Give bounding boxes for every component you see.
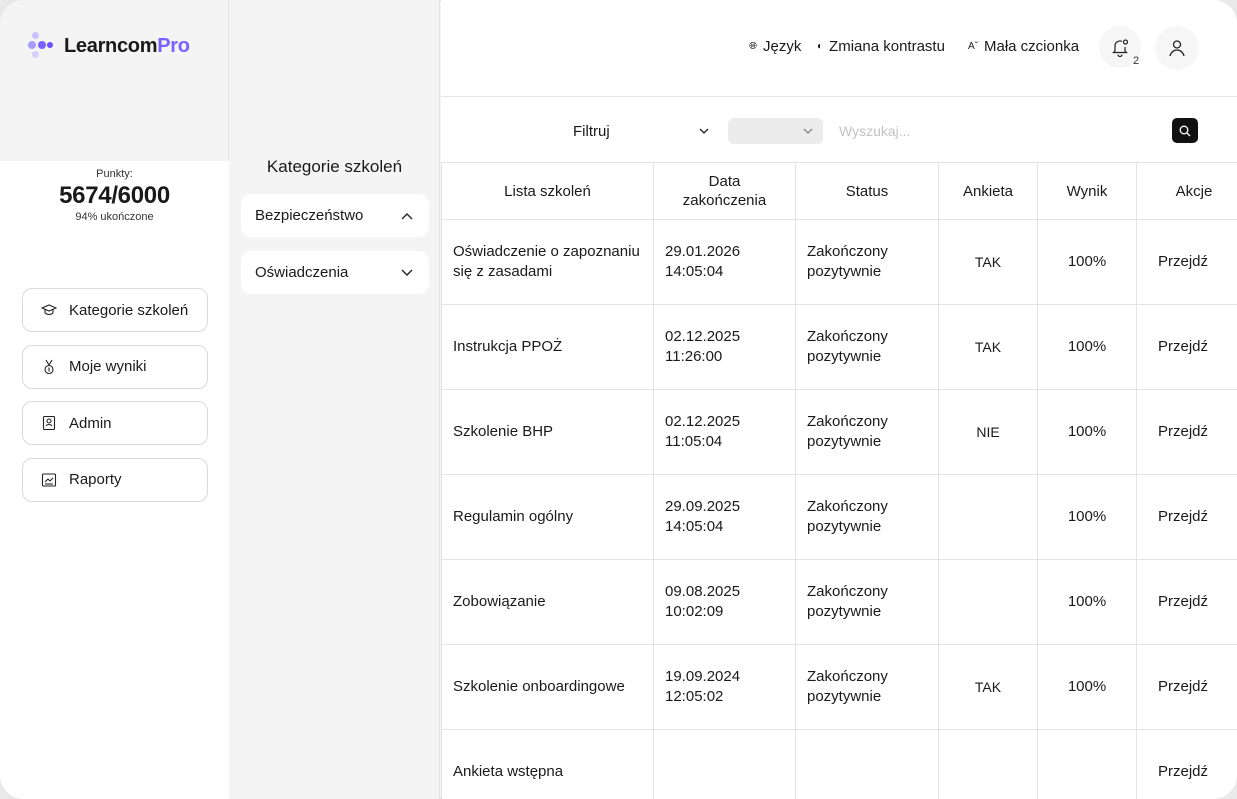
- sidebar-nav: [22, 288, 208, 514]
- cell-name: [442, 475, 654, 560]
- training-name: Oświadczenie o zapoznaniu się z zasadami: [453, 243, 640, 280]
- table-row[interactable]: [442, 560, 1237, 645]
- nav-item-wyniki[interactable]: [22, 345, 208, 389]
- font-size-label: Mała czcionka: [984, 38, 1080, 55]
- nav-item-label: Moje wyniki: [69, 358, 147, 375]
- status-text: Zakończony pozytywnie: [807, 328, 888, 365]
- result-value: 100%: [1067, 423, 1107, 440]
- cell-name: [442, 730, 654, 799]
- column-header-status[interactable]: Status: [796, 163, 939, 220]
- table-row[interactable]: [442, 390, 1237, 475]
- column-header-survey[interactable]: Ankieta: [939, 163, 1038, 220]
- result-value: 100%: [1067, 253, 1107, 270]
- table-row[interactable]: [442, 305, 1237, 390]
- open-training-link[interactable]: Przejdź: [1158, 253, 1209, 270]
- status-text: Zakończony pozytywnie: [807, 413, 888, 450]
- cell-action: [1137, 730, 1237, 799]
- end-time: 10:02:09: [665, 603, 724, 620]
- end-time: 11:26:00: [665, 348, 723, 365]
- cell-action: [1137, 390, 1237, 475]
- cell-survey: [939, 560, 1038, 645]
- contrast-icon: ◐: [817, 41, 824, 52]
- survey-value: TAK: [974, 339, 1002, 355]
- survey-value: TAK: [974, 679, 1002, 695]
- cell-result: [1038, 560, 1137, 645]
- end-date: 19.09.2024: [665, 668, 741, 685]
- language-switch[interactable]: [749, 38, 801, 55]
- language-label: Język: [763, 38, 802, 55]
- table-row[interactable]: [442, 645, 1237, 730]
- filter-bar: [441, 98, 1237, 162]
- logo-name: Learncom: [64, 34, 158, 57]
- points-completion: 94% ukończone: [75, 211, 154, 223]
- cell-result: [1038, 390, 1137, 475]
- cell-status: [796, 220, 939, 305]
- chevron-down-icon: [699, 128, 709, 134]
- filter-label: Filtruj: [573, 123, 610, 140]
- graduation-cap-icon: [41, 302, 57, 318]
- open-training-link[interactable]: Przejdź: [1158, 593, 1209, 610]
- status-text: Zakończony pozytywnie: [807, 498, 888, 535]
- nav-item-label: Admin: [69, 414, 112, 432]
- result-value: 100%: [1067, 338, 1107, 355]
- end-time: 11:05:04: [665, 433, 723, 450]
- cell-date: [654, 390, 796, 475]
- contrast-switch[interactable]: [817, 38, 945, 55]
- cell-survey: [939, 645, 1038, 730]
- training-name: Szkolenie onboardingowe: [453, 678, 625, 695]
- column-header-name[interactable]: Lista szkoleń: [442, 163, 654, 220]
- status-text: Zakończony pozytywnie: [807, 668, 888, 705]
- end-time: 14:05:04: [665, 518, 724, 535]
- top-bar: [441, 0, 1237, 97]
- globe-icon: 🌐︎: [749, 41, 757, 52]
- status-text: Zakończony pozytywnie: [807, 243, 888, 280]
- nav-item-label: Kategorie szkoleń: [69, 301, 189, 319]
- open-training-link[interactable]: Przejdź: [1158, 678, 1209, 695]
- open-training-link[interactable]: Przejdź: [1158, 763, 1209, 780]
- search-button[interactable]: [1172, 118, 1198, 143]
- category-title: Kategorie szkoleń: [266, 157, 403, 176]
- cell-date: [654, 645, 796, 730]
- cell-survey: [939, 475, 1038, 560]
- cell-name: [442, 390, 654, 475]
- points-value: 5674/6000: [59, 182, 170, 209]
- filter-select-1[interactable]: [624, 118, 717, 144]
- table-row[interactable]: [442, 220, 1237, 305]
- logo-text: [64, 35, 190, 58]
- cell-result: [1038, 305, 1137, 390]
- cell-action: [1137, 560, 1237, 645]
- open-training-link[interactable]: Przejdź: [1158, 423, 1209, 440]
- end-date: 29.09.2025: [665, 498, 741, 515]
- chevron-up-icon: [401, 212, 413, 220]
- logo-mark-icon: [28, 32, 56, 60]
- cell-date: [654, 475, 796, 560]
- column-header-date[interactable]: Data zakończenia: [654, 163, 796, 220]
- end-time: 12:05:02: [665, 688, 724, 705]
- chevron-down-icon: [803, 128, 813, 134]
- admin-badge-icon: [41, 415, 57, 431]
- end-date: 29.01.2026: [665, 243, 741, 260]
- result-value: 100%: [1067, 678, 1107, 695]
- main-content: [441, 0, 1237, 799]
- training-name: Regulamin ogólny: [453, 508, 574, 525]
- user-button[interactable]: [1155, 26, 1199, 70]
- end-date: 09.08.2025: [665, 583, 741, 600]
- table-row[interactable]: [442, 475, 1237, 560]
- column-header-result[interactable]: Wynik: [1038, 163, 1137, 220]
- cell-status: [796, 305, 939, 390]
- cell-action: [1137, 645, 1237, 730]
- cell-result: [1038, 220, 1137, 305]
- cell-date: [654, 220, 796, 305]
- cell-status: [796, 730, 939, 799]
- points-label: Punkty:: [96, 168, 133, 180]
- table-body: [442, 220, 1237, 799]
- cell-name: [442, 645, 654, 730]
- trainings-table: [441, 162, 1237, 799]
- sidebar: [0, 0, 229, 799]
- table-row[interactable]: [442, 730, 1237, 799]
- open-training-link[interactable]: Przejdź: [1158, 338, 1209, 355]
- training-name: Szkolenie BHP: [453, 423, 554, 440]
- font-size-switch[interactable]: [968, 38, 1079, 55]
- survey-value: TAK: [974, 254, 1002, 270]
- nav-item-label: Raporty: [69, 471, 122, 488]
- status-text: Zakończony pozytywnie: [807, 583, 888, 620]
- cell-survey: [939, 390, 1038, 475]
- cell-result: [1038, 645, 1137, 730]
- cell-name: [442, 305, 654, 390]
- cell-result: [1038, 475, 1137, 560]
- cell-date: [654, 730, 796, 799]
- category-panel: [229, 0, 440, 799]
- cell-status: [796, 390, 939, 475]
- open-training-link[interactable]: Przejdź: [1158, 508, 1209, 525]
- user-icon: [1167, 38, 1187, 58]
- bell-icon: [1110, 37, 1130, 57]
- medal-icon: [41, 359, 57, 375]
- search-input[interactable]: [839, 118, 1199, 144]
- search-icon: [1179, 125, 1191, 137]
- chevron-down-icon: [401, 269, 413, 277]
- survey-value: NIE: [976, 424, 1000, 440]
- cell-action: [1137, 305, 1237, 390]
- cell-survey: [939, 730, 1038, 799]
- nav-item-kategorie[interactable]: [22, 288, 208, 332]
- cell-action: [1137, 220, 1237, 305]
- category-item-bezpieczenstwo[interactable]: [241, 194, 429, 237]
- cell-action: [1137, 475, 1237, 560]
- contrast-label: Zmiana kontrastu: [829, 38, 945, 55]
- report-icon: [41, 472, 57, 488]
- category-item-label: Bezpieczeństwo: [255, 207, 364, 224]
- table-header-row: [442, 163, 1237, 220]
- category-item-oswiadczenia[interactable]: [241, 251, 429, 294]
- cell-date: [654, 560, 796, 645]
- cell-status: [796, 645, 939, 730]
- cell-result: [1038, 730, 1137, 799]
- nav-item-admin[interactable]: [22, 401, 208, 445]
- end-date: 02.12.2025: [665, 328, 741, 345]
- training-name: Zobowiązanie: [453, 593, 546, 610]
- column-header-actions: Akcje: [1137, 163, 1237, 220]
- cell-survey: [939, 305, 1038, 390]
- result-value: 100%: [1067, 593, 1107, 610]
- cell-name: [442, 560, 654, 645]
- cell-date: [654, 305, 796, 390]
- logo-name-accent: Pro: [157, 34, 190, 57]
- cell-status: [796, 475, 939, 560]
- logo[interactable]: [28, 32, 190, 60]
- training-name: Instrukcja PPOŻ: [453, 338, 563, 355]
- points-summary: [0, 168, 229, 223]
- notification-count: 2: [1133, 55, 1140, 67]
- cell-name: [442, 220, 654, 305]
- category-item-label: Oświadczenia: [255, 264, 349, 281]
- filter-select-2[interactable]: [728, 118, 823, 144]
- training-name: Ankieta wstępna: [453, 763, 564, 780]
- font-size-icon: Aˇ: [968, 41, 978, 52]
- nav-item-raporty[interactable]: [22, 458, 208, 502]
- cell-survey: [939, 220, 1038, 305]
- result-value: 100%: [1067, 508, 1107, 525]
- end-date: 02.12.2025: [665, 413, 741, 430]
- end-time: 14:05:04: [665, 263, 724, 280]
- cell-status: [796, 560, 939, 645]
